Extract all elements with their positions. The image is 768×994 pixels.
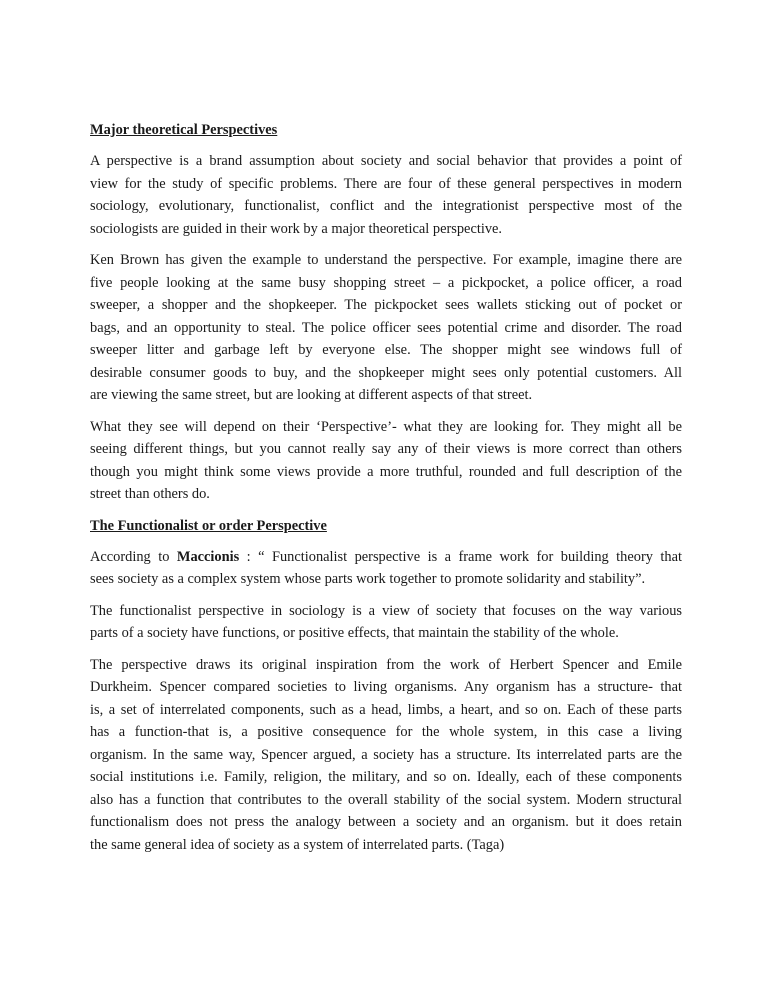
- section-heading-functionalist: The Functionalist or order Perspective: [90, 517, 327, 534]
- text-line: social institutions i.e. Family, religion, the military, and so on. Ideally, each of these components: [90, 769, 682, 785]
- text-line: bags, and an opportunity to steal. The police officer sees potential crime and disorder. The road: [90, 319, 682, 336]
- text-line: is, a set of interrelated components, such as a head, limbs, a heart, and so on. Each of these parts: [90, 701, 682, 718]
- text-line: street than others do.: [90, 486, 210, 502]
- text-line: sees society as a complex system whose parts work together to promote solidarity and stability”.: [90, 571, 646, 587]
- text-fragment: According to: [90, 548, 177, 565]
- text-line: desirable consumer goods to buy, and the shopkeeper might sees only potential customers. All: [90, 364, 682, 381]
- text-line: five people looking at the same busy shopping street – a pickpocket, a police officer, a road: [90, 274, 682, 291]
- text-line: sweeper, a shopper and the shopkeeper. The pickpocket sees wallets sticking out of pocket or: [90, 297, 682, 313]
- text-line: sweeper litter and garbage left by everyone else. The shopper might see windows full of: [90, 342, 682, 358]
- text-line: A perspective is a brand assumption about society and social behavior that provides a point of: [90, 153, 682, 169]
- text-line: has a function-that is, a positive consequence for the whole system, in this case a living: [90, 724, 682, 740]
- text-line: functionalism does not press the analogy between a society and an organism. but it does retain: [90, 814, 682, 830]
- text-fragment: : “ Functionalist perspective is a frame work for building theory that: [239, 548, 682, 565]
- section-heading-major-perspectives: Major theoretical Perspectives: [90, 122, 278, 138]
- author-name: Maccionis: [176, 548, 240, 565]
- paragraph-spencer-durkheim: [90, 654, 682, 857]
- text-line: the same general idea of society as a system of interrelated parts. (Taga): [90, 836, 505, 853]
- paragraph-what-they-see: [90, 416, 682, 506]
- text-line: organism. In the same way, Spencer argued, a society has a structure. Its interrelated parts are the: [90, 746, 682, 763]
- text-line: seeing different things, but you cannot really say any of their views is more correct than others: [90, 441, 682, 457]
- text-line: [90, 546, 682, 569]
- text-line: What they see will depend on their ‘Perspective’- what they are looking for. They might all be: [90, 418, 682, 435]
- paragraph-functionalist-definition: [90, 600, 682, 645]
- text-line: parts of a society have functions, or positive effects, that maintain the stability of the whole.: [90, 625, 619, 641]
- text-line: also has a function that contributes to the overall stability of the social system. Modern structural: [90, 791, 682, 808]
- paragraph-perspective-definition: [90, 150, 682, 240]
- text-line: The functionalist perspective in sociology is a view of society that focuses on the way various: [90, 602, 682, 619]
- paragraph-maccionis-quote: [90, 546, 682, 591]
- text-line: sociologists are guided in their work by a major theoretical perspective.: [90, 220, 503, 237]
- text-line: The perspective draws its original inspiration from the work of Herbert Spencer and Emile: [90, 656, 682, 673]
- paragraph-ken-brown-example: [90, 249, 682, 407]
- text-line: view for the study of specific problems. There are four of these general perspectives in modern: [90, 175, 682, 192]
- text-line: Ken Brown has given the example to understand the perspective. For example, imagine there are: [90, 252, 682, 268]
- document-page: [90, 119, 682, 865]
- text-line: are viewing the same street, but are looking at different aspects of that street.: [90, 387, 533, 403]
- text-line: sociology, evolutionary, functionalist, conflict and the integrationist perspective most of the: [90, 198, 682, 214]
- text-line: though you might think some views provide a more truthful, rounded and full description of the: [90, 463, 682, 480]
- text-line: Durkheim. Spencer compared societies to living organisms. Any organism has a structure- that: [90, 679, 682, 695]
